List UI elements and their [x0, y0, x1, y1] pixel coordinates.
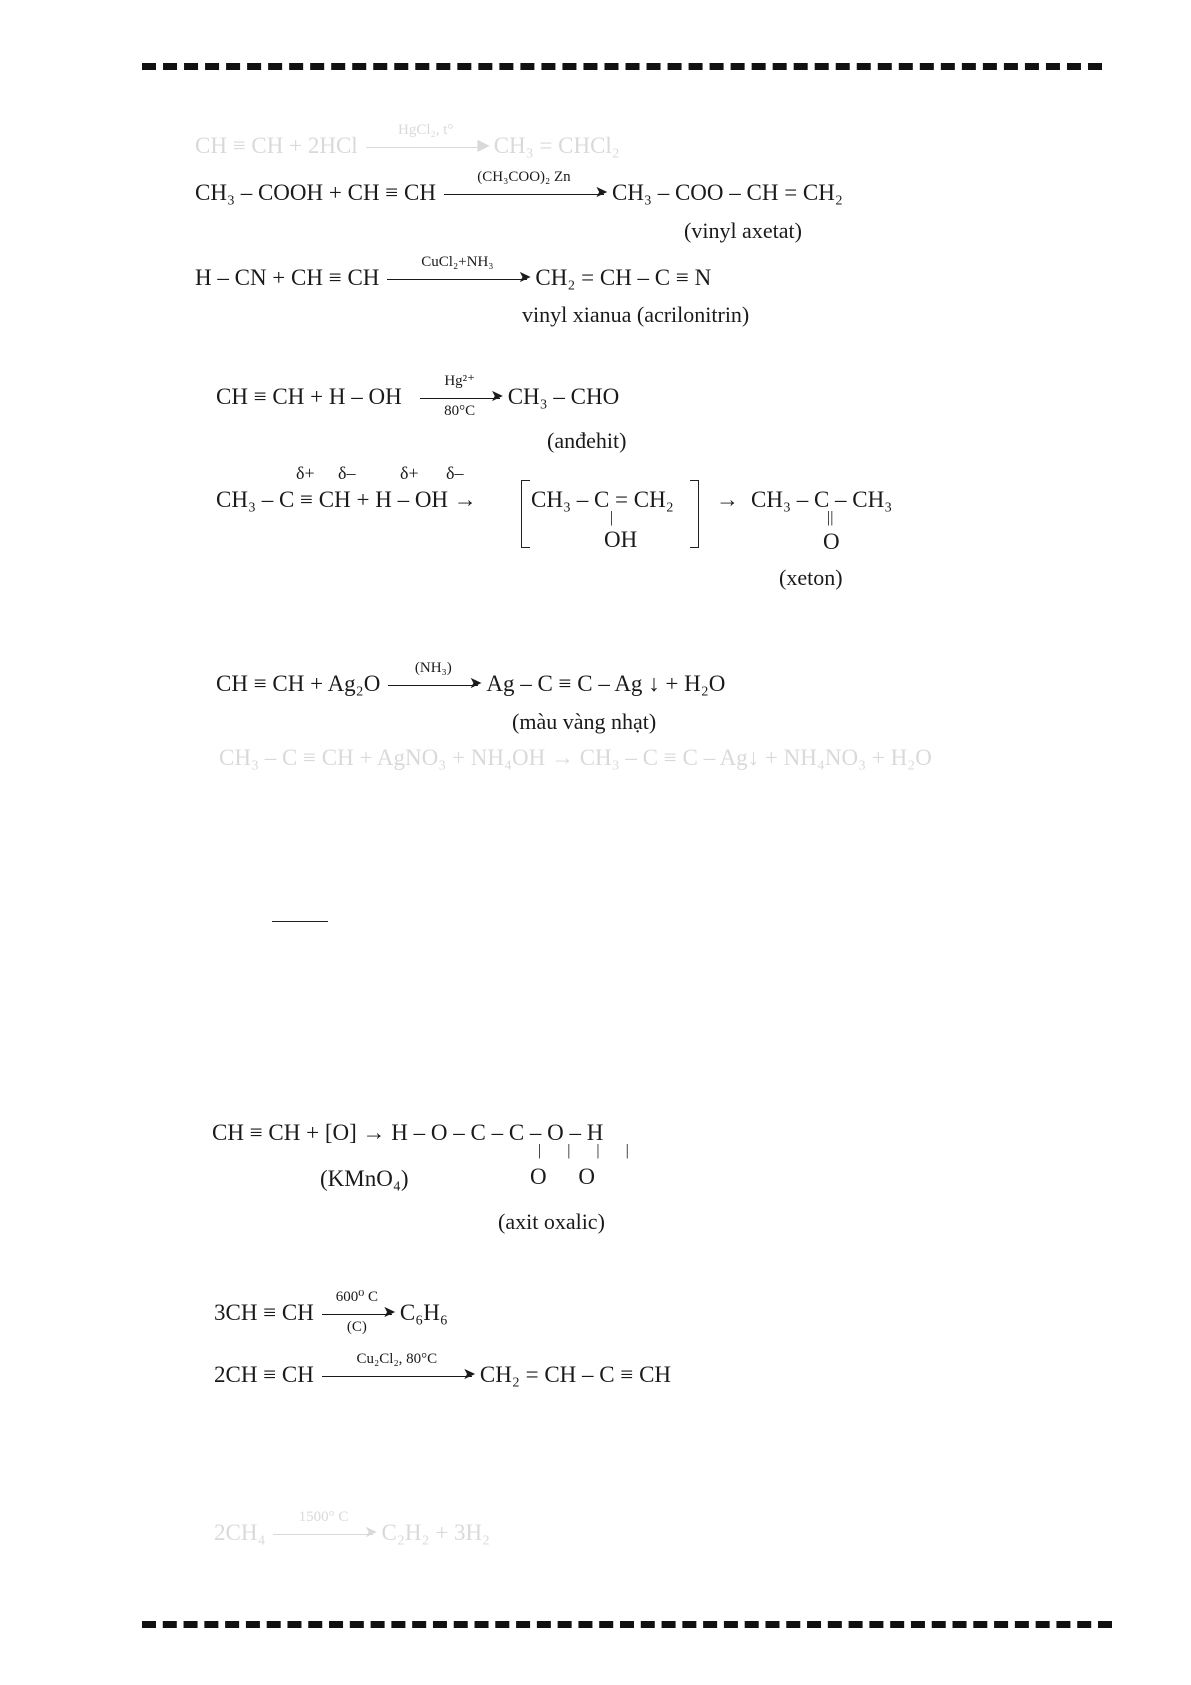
reaction-arrow: Cu₂Cl₂, 80°C ➤: [322, 1376, 472, 1377]
reaction-trimerization: [214, 1289, 448, 1336]
reaction-methane-pyrolysis: [214, 1509, 491, 1545]
caption-xeton: (xeton): [779, 565, 843, 590]
reactants: CH ≡ CH + 2HCl: [195, 133, 358, 158]
reactants: CH₃ – C ≡ CH + H – OH →: [216, 487, 477, 512]
arrow-condition: CuCl₂+NH₃: [421, 254, 494, 271]
ketone-product: CH₃ – C – CH₃: [751, 487, 893, 512]
ketone-oxygen: O: [823, 529, 840, 554]
products: CH₃ = CHCl₂: [493, 133, 620, 158]
heading-underline: [272, 921, 328, 922]
reaction-arrow: HgCl₂, t° ▶: [366, 147, 486, 148]
reaction-arrow: (CH₃COO)₂ Zn ➤: [444, 194, 604, 195]
reaction-acrylonitrile: [195, 254, 712, 290]
arrow-condition: HgCl₂, t°: [397, 122, 454, 139]
charge-label: δ–: [446, 463, 464, 483]
reaction-hydration-propyne: [216, 488, 477, 511]
top-dashed-rule: [142, 63, 1102, 70]
enol-oh: OH: [604, 527, 638, 552]
caption-andehit: (anđehit): [547, 428, 627, 453]
arrow-condition-top: 600⁰ C: [335, 1289, 379, 1306]
tautomer-arrow: →: [716, 487, 739, 512]
left-bracket: [521, 480, 530, 548]
caption-mau-vang-nhat: (màu vàng nhạt): [512, 709, 657, 734]
reaction-propyne-silver: CH₃ – C ≡ CH + AgNO₃ + NH₄OH → CH₃ – C ≡ C – Ag↓ + NH₄NO₃ + H₂O: [219, 745, 932, 770]
reactants: 2CH₄: [214, 1520, 266, 1545]
reactants: 2CH ≡ CH: [214, 1362, 314, 1387]
enol-intermediate: CH₃ – C = CH₂: [531, 487, 674, 512]
reaction-arrow: CuCl₂+NH₃ ➤: [387, 279, 527, 280]
reaction-arrow: (NH₃) ➤: [388, 685, 478, 686]
reactants: 3CH ≡ CH: [214, 1300, 314, 1325]
charge-label: δ+: [400, 463, 419, 483]
reactants: CH₃ – COOH + CH ≡ CH: [195, 180, 436, 205]
reaction-oxidation-kmno4: CH ≡ CH + [O] → H – O – C – C – O – H: [212, 1120, 604, 1145]
arrow-condition-bottom: (C): [346, 1319, 367, 1336]
charge-label: δ+: [296, 463, 315, 483]
reaction-hcl-addition: [195, 122, 620, 158]
products: CH₃ – COO – CH = CH₂: [611, 180, 843, 205]
reactants: H – CN + CH ≡ CH: [195, 265, 380, 290]
reaction-silver-acetylide: [216, 660, 726, 696]
charge-label: δ–: [338, 463, 356, 483]
single-bond-mark: |: [610, 509, 614, 526]
arrow-condition-top: Hg²⁺: [444, 373, 476, 390]
reaction-arrow: 1500° C ➤: [273, 1534, 373, 1535]
double-bond-mark: ||: [827, 509, 834, 526]
products: CH₃ – CHO: [507, 384, 620, 409]
reaction-arrow: 600⁰ C ➤ (C): [322, 1314, 392, 1315]
reaction-dimerization: [214, 1351, 672, 1387]
products: C₆H₆: [399, 1300, 448, 1325]
reaction-hydration-acetylene: [216, 373, 620, 420]
arrow-condition: (CH₃COO)₂ Zn: [477, 169, 571, 186]
products: C₂H₂ + 3H₂: [381, 1520, 491, 1545]
double-bond-marks: ||||: [538, 1142, 655, 1159]
products: CH₂ = CH – C ≡ N: [535, 265, 712, 290]
arrow-condition: (NH₃): [414, 660, 452, 677]
caption-vinyl-axetat: (vinyl axetat): [684, 218, 802, 243]
reagent-kmno4: (KMnO₄): [320, 1166, 409, 1191]
reaction-arrow: Hg²⁺ ➤ 80°C: [420, 398, 500, 399]
products: Ag – C ≡ C – Ag ↓ + H₂O: [486, 671, 726, 696]
reaction-vinyl-acetate: [195, 169, 843, 205]
arrow-condition: Cu₂Cl₂, 80°C: [356, 1351, 438, 1368]
reactants: CH ≡ CH + H – OH: [216, 384, 402, 409]
caption-vinyl-xianua: vinyl xianua (acrilonitrin): [522, 302, 750, 327]
right-bracket: [690, 480, 699, 548]
reactants: CH ≡ CH + Ag₂O: [216, 671, 381, 696]
products: CH₂ = CH – C ≡ CH: [479, 1362, 672, 1387]
arrow-condition: 1500° C: [298, 1509, 349, 1526]
bottom-dashed-rule: [142, 1621, 1112, 1628]
oxalic-oxygens: O O: [530, 1164, 595, 1189]
arrow-condition-bottom: 80°C: [444, 403, 476, 420]
caption-axit-oxalic: (axit oxalic): [498, 1209, 605, 1234]
